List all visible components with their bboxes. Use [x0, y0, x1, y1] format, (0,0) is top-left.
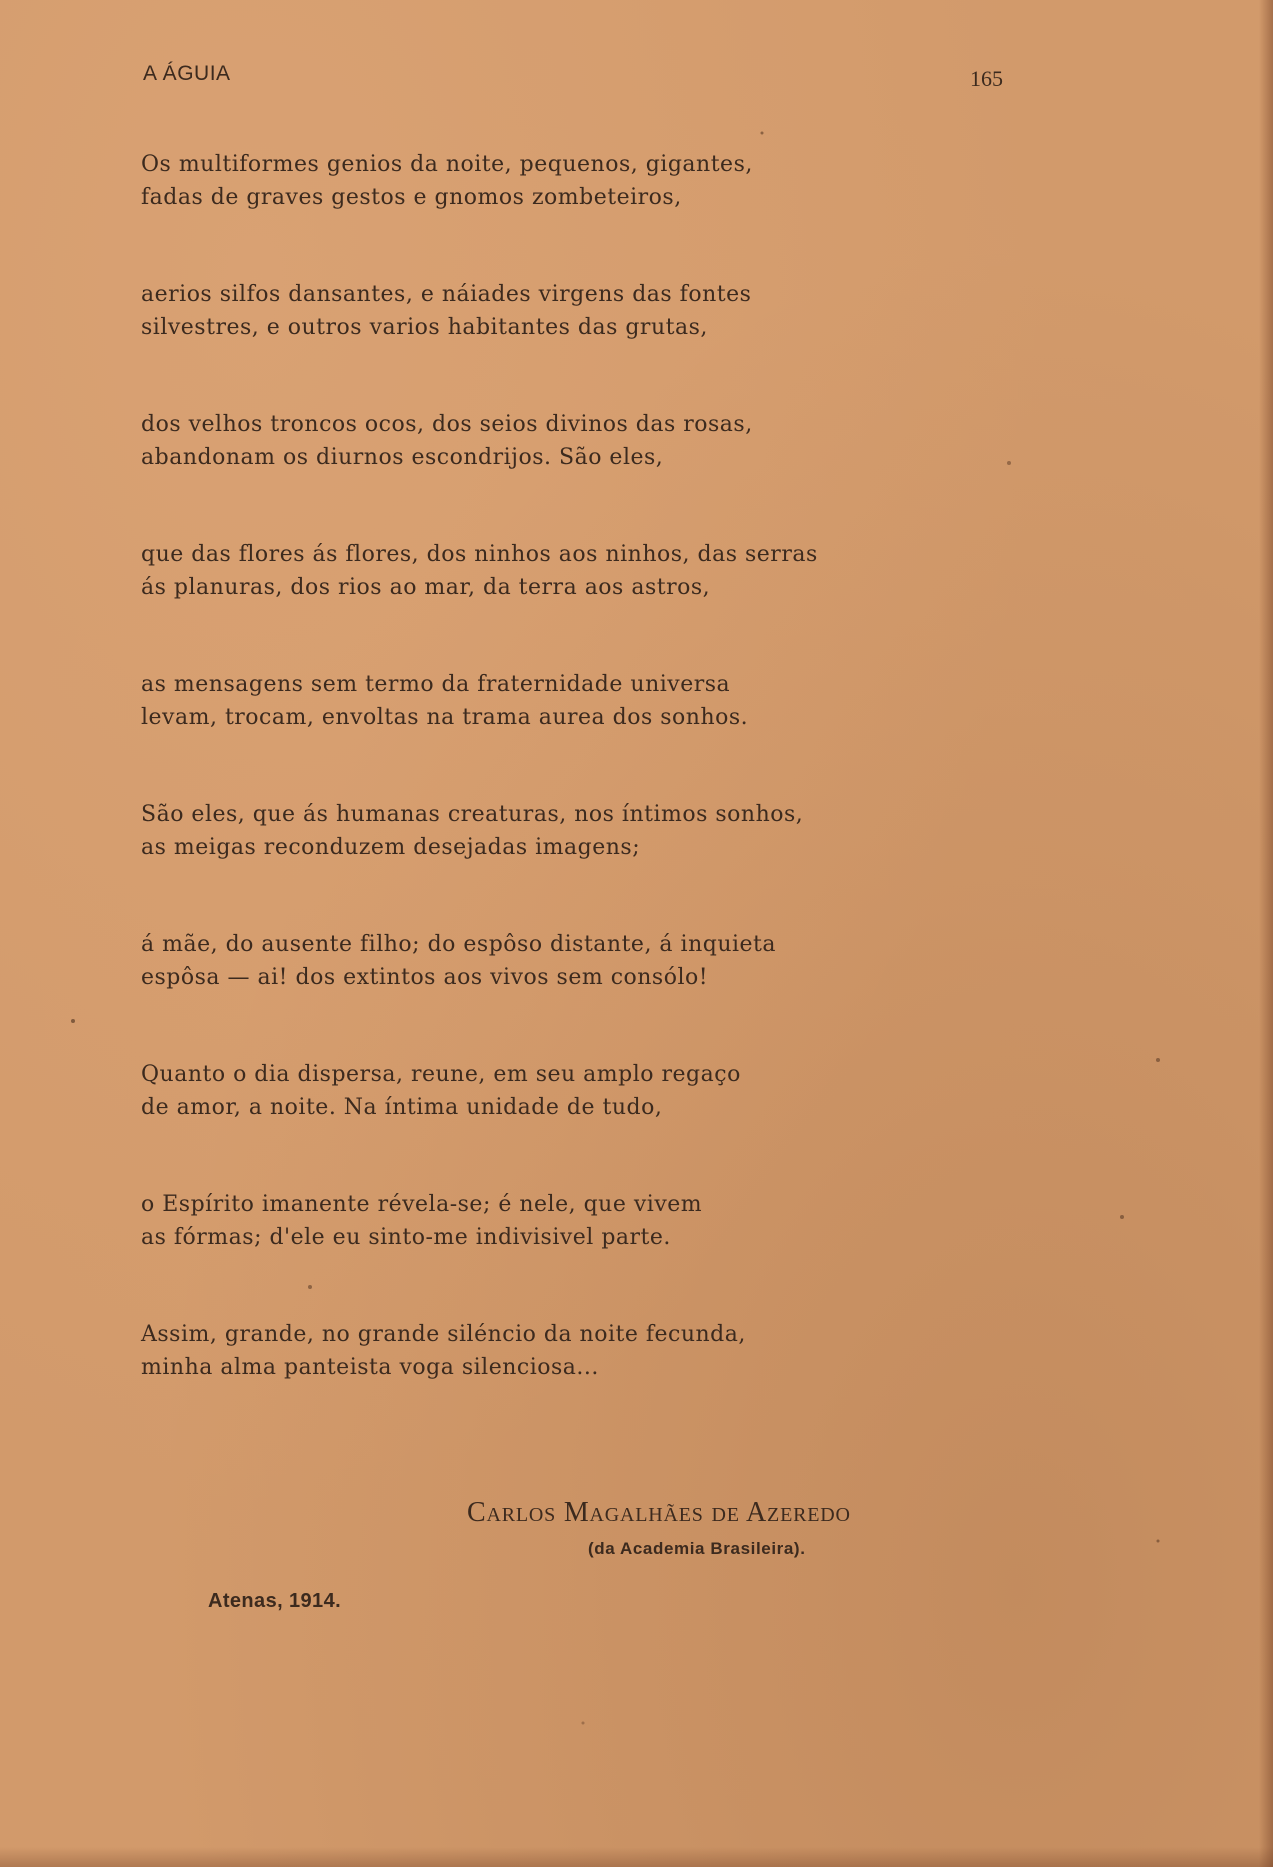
page-header	[143, 62, 1003, 92]
stanza	[141, 929, 981, 994]
verse-line: Assim, grande, no grande siléncio da noite fecunda,	[141, 1322, 746, 1347]
verse-line: Os multiformes genios da noite, pequenos, gigantes,	[141, 152, 753, 177]
stanza	[141, 1319, 981, 1384]
stanza	[141, 669, 981, 734]
verse-line: silvestres, e outros varios habitantes das grutas,	[141, 314, 708, 340]
verse-line: fadas de graves gestos e gnomos zombeteiros,	[141, 184, 682, 210]
stanza	[141, 1189, 981, 1254]
verse-line: á mãe, do ausente filho; do espôso distante, á inquieta	[141, 932, 777, 957]
verse-line: as meigas reconduzem desejadas imagens;	[141, 834, 641, 860]
stanza	[141, 149, 981, 214]
verse-line: o Espírito imanente révela-se; é nele, que vivem	[141, 1192, 703, 1217]
stanza	[141, 279, 981, 344]
verse-line: aerios silfos dansantes, e náiades virgens das fontes	[141, 282, 752, 307]
verse-line: São eles, que ás humanas creaturas, nos íntimos sonhos,	[141, 802, 804, 827]
stanza	[141, 799, 981, 864]
verse-line: levam, trocam, envoltas na trama aurea dos sonhos.	[141, 704, 749, 730]
verse-line: espôsa — ai! dos extintos aos vivos sem consólo!	[141, 964, 709, 990]
verse-line: de amor, a noite. Na íntima unidade de tudo,	[141, 1094, 663, 1120]
author-signature: Carlos Magalhães de Azeredo	[467, 1497, 851, 1528]
running-head: A ÁGUIA	[143, 62, 231, 85]
verse-line: as fórmas; d'ele eu sinto-me indivisivel parte.	[141, 1224, 671, 1250]
verse-line: abandonam os diurnos escondrijos. São eles,	[141, 444, 664, 470]
page-number: 165	[970, 66, 1003, 91]
verse-line: Quanto o dia dispersa, reune, em seu amplo regaço	[141, 1062, 741, 1087]
verse-line: ás planuras, dos rios ao mar, da terra aos astros,	[141, 574, 711, 600]
verse-line: dos velhos troncos ocos, dos seios divinos das rosas,	[141, 412, 753, 437]
stanza	[141, 539, 981, 604]
place-and-date: Atenas, 1914.	[208, 1590, 342, 1612]
poem-body	[141, 149, 981, 1384]
verse-line: minha alma panteista voga silenciosa...	[141, 1354, 599, 1380]
stanza	[141, 1059, 981, 1124]
verse-line: as mensagens sem termo da fraternidade universa	[141, 672, 731, 697]
stanza	[141, 409, 981, 474]
verse-line: que das flores ás flores, dos ninhos aos ninhos, das serras	[141, 542, 818, 567]
author-affiliation: (da Academia Brasileira).	[588, 1539, 806, 1558]
